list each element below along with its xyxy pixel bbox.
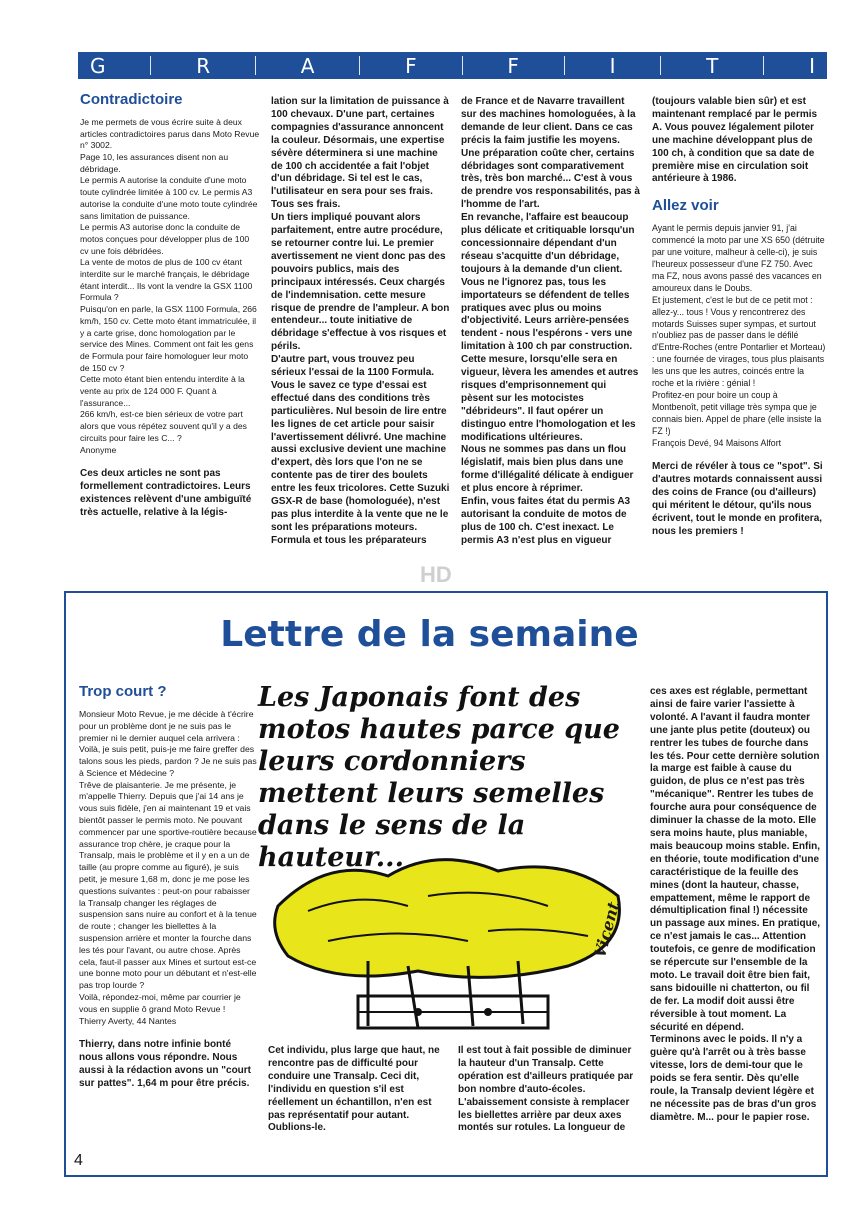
letter-contradictoire: Je me permets de vous écrire suite à deux articles contradictoires parus dans Moto Revue n° 3002. Page 10, les assurances disent non au débridage. Le permis A autorise la conduite d'une moto toute cylindrée limitée à 100 cv. Le permis A3 autorise la conduite d'une moto toute cylindrée sans limitation de puissance. Le permis A3 autorise donc la conduite de motos conçues pour développer plus de 100 cv une fois débridées. La vente de motos de plus de 100 cv étant interdite sur le marché français, le débridage étant interdit... Ils vont la vendre la GSX 1100 Formula ? Puisqu'on en parle, la GSX 1100 Formula, 266 km/h, 150 cv. Cette moto étant immatriculée, il y a carte grise, donc homologation par le service des Mines. Comment ont fait les gens de Formula pour faire homologuer leur moto de 150 cv ? Cette moto étant bien entendu interdite à la vente au prix de 124 000 F. Quant à l'assurance... 266 km/h, est-ce bien sérieux de votre part alors que vous répétez souvent qu'il y a des circuits pour faire les C... ? Anonyme	[80, 116, 260, 455]
banner-divider	[462, 56, 463, 75]
banner-letter: R	[196, 53, 211, 78]
banner-letter: F	[507, 53, 519, 78]
column-trop-court	[79, 683, 257, 1091]
letter-trop-court: Monsieur Moto Revue, je me décide à t'écrire pour un problème dont je ne suis pas le premier ni le dernier auquel cela arrivera : Voilà, je suis petit, puis-je me faire greffer des talons sous les pieds, pardon ? Je ne suis pas à Science et Médecine ? Trêve de plaisanterie. Je me présente, je m'appelle Thierry. Depuis que j'ai 14 ans je vous suis fidèle, j'en ai maintenant 19 et vais bientôt passer le permis moto. Ne pouvant commencer par une sportive-routière because assurance trop chère, je craque pour la Transalp, mais le problème et il y en a un de taille (au propre comme au figuré), je suis petit, je mesure 1,68 m, donc je me pose les questions suivantes : peut-on pour rabaisser la Transalp changer les réglages de suspension sans nuire au confort et à la tenue de route ; changer les biellettes à la suspension arrière et monter la fourche dans les tés pour l'avant, ou autre chose. Après cela, faut-il passer aux Mines et surtout est-ce une bonne moto pour un débutant et n'est-elle pas trop lourde ? Voilà, répondez-moi, même par courrier je vous en supplie ô grand Moto Revue ! Thierry Averty, 44 Nantes	[79, 708, 257, 1026]
banner-divider	[660, 56, 661, 75]
banner-letter: T	[706, 53, 719, 78]
banner-letter: G	[90, 53, 106, 78]
cartoon-illustration	[268, 836, 640, 1036]
banner-divider	[255, 56, 256, 75]
watermark: HD	[420, 562, 452, 587]
lettre-title: Lettre de la semaine	[220, 614, 639, 655]
cartoon-caption: Les Japonais font des motos hautes parce que leurs cordonniers mettent leurs semelles dans le sens de la hauteur...	[258, 682, 620, 873]
graffiti-banner	[78, 52, 827, 79]
letter-allez-voir: Ayant le permis depuis janvier 91, j'ai commencé la moto par une XS 650 (détruite par une voiture, malheur à celle-ci), je suis l'heureux possesseur d'une FZ 750. Avec ma FZ, nous avons passé des vacances en amoureux dans le Doubs. Et justement, c'est le but de ce petit mot : allez-y... tous ! Vous y rencontrerez des motards Suisses super sympas, et surtout n'oubliez pas de passer dans le défilé d'Entre-Roches (entre Pontarlier et Morteau) : une fournée de virages, tous plus plaisants les uns que les autres, coincés entre la roche et la rivière : génial ! Profitez-en pour boire un coup à Montbenoît, petit village très sympa que je connais bien. Appel de phare (elle insiste la FZ !) François Devé, 94 Maisons Alfort	[652, 223, 826, 448]
banner-divider	[359, 56, 360, 75]
banner-letter: F	[405, 53, 417, 78]
reply-allez-voir: Merci de révéler à tous ce "spot". Si d'autres motards connaissent aussi des coins de France (ou d'ailleurs) qui méritent le détour, qu'ils nous écrivent, tout le monde en profitera, nous les premiers !	[652, 461, 823, 537]
reply-trop-court-part1: Thierry, dans notre infinie bonté nous allons vous répondre. Nous aussi à la rédaction avons un "court sur pattes". 1,64 m pour être précis.	[79, 1039, 252, 1090]
banner-divider	[564, 56, 565, 75]
reply-trop-court-part4: ces axes est réglable, permettant ainsi de faire varier l'assiette à volonté. A l'avant il faudra monter une jante plus petite (douteux) ou rentrer les tubes de fourche dans les tés. Pour cette dernière solution la marge est faible à cause du guidon, de plus ce n'est pas très "mécanique". Rentrer les tubes de fourche aura pour conséquence de diminuer la chasse de la moto. Elle sera moins haute, plus maniable, mais beaucoup moins stable. Enfin, en théorie, toute modification d'une caractéristique de la feuille des mines (dont la hauteur, chasse, empattement, même le rapport de démultiplication final !) nécessite un passage aux mines. En pratique, ce n'est jamais le cas... Attention toutefois, ce genre de modification se répercute sur l'ensemble de la moto. Le travail doit être bien fait, sans bidouille ni chatterton, ou fil de fer. La modif doit aussi être réversible à tout moment. La sécurité en dépend. Terminons avec le poids. Il n'y a guère qu'à l'arrêt ou à très basse vitesse, lors de demi-tour que le poids se fera sentir. Dès qu'elle roule, la Transalp devient légère et ne nécessite pas de bras d'un gros diamètre. M... pour le papier rose.	[650, 686, 821, 1123]
cartoon-signature: Vicent	[590, 899, 624, 960]
section-title-contradictoire: Contradictoire	[80, 91, 183, 108]
banner-letter: I	[609, 53, 616, 78]
reply-trop-court-part3: Il est tout à fait possible de diminuer la hauteur d'un Transalp. Cette opération est d'ailleurs pratiquée par bon nombre d'auto-écoles. L'abaissement consiste à remplacer les biellettes arrière par deux axes montés sur rotules. La longueur de	[458, 1045, 634, 1134]
banner-letter: A	[300, 53, 315, 78]
reply-contradictoire-part2: lation sur la limitation de puissance à 100 chevaux. D'une part, certaines compagnies d'assurance annoncent la couleur. Désormais, une expertise sévère déterminera si une machine de 100 ch accidentée a fait l'objet d'un débridage. Si tel est le cas, l'utilisateur en sera pour ses frais. Tous ses frais. Un tiers impliqué pouvant alors parfaitement, entre autre procédure, se retourner contre lui. Le premier avertissement ne vient donc pas des pouvoirs publics, mais des principaux intéressés. Ceux chargés de l'indemnisation. cette mesure risque de prendre de l'ampleur. A bon entendeur... toute initiative de débridage s'effectue à vos risques et périls. D'autre part, vous trouvez peu sérieux l'essai de la 1100 Formula. Vous le savez ce type d'essai est effectué dans des conditions très particulières. Nul besoin de lire entre les lignes de cet article pour saisir l'avertissement délivré. Une machine aussi exclusive devient une machine d'expert, dès lors que l'on ne se contente pas de tirer des boulets entre les feux tricolores. Cette Suzuki GSX-R de base (homologuée), n'est pas plus interdite à la vente que ne le sont les préparations moteurs. Formula et tous les préparateurs	[271, 96, 450, 546]
reply-trop-court-part2: Cet individu, plus large que haut, ne rencontre pas de difficulté pour conduire une Transalp. Ceci dit, l'individu en question s'il est réellement un échantillon, n'en est pas représentatif pour autant. Oublions-le.	[268, 1045, 440, 1134]
section-title-trop-court: Trop court ?	[79, 683, 167, 700]
section-title-allez-voir: Allez voir	[652, 197, 719, 215]
banner-divider	[763, 56, 764, 75]
column-allez-voir	[652, 96, 826, 539]
column-contradictoire	[80, 91, 260, 520]
banner-letter: I	[809, 53, 815, 78]
banner-divider	[150, 56, 151, 75]
reply-contradictoire-part1: Ces deux articles ne sont pas formellement contradictoires. Leurs existences relèvent d'une ambiguïté très actuelle, relative à la légis-	[80, 468, 252, 519]
reply-contradictoire-part4: (toujours valable bien sûr) et est maintenant remplacé par le permis A. Vous pouvez légalement piloter une machine développant plus de 100 ch, à condition que sa date de première mise en circulation soit antérieure à 1986.	[652, 96, 818, 185]
page-number: 4	[74, 1152, 83, 1169]
reply-contradictoire-part3: de France et de Navarre travaillent sur des machines homologuées, à la demande de leur client. Dans ce cas précis la faim justifie les moyens. Une préparation coûte cher, certains débridages sont comparativement très, très bon marché... C'est à vous de prendre vos responsabilités, pas à l'homme de l'art. En revanche, l'affaire est beaucoup plus délicate et critiquable lorsqu'un concessionnaire dépendant d'un réseau s'acquitte d'un débridage, toujours à la demande d'un client. Vous ne l'ignorez pas, tous les importateurs se défendent de telles pratiques avec plus ou moins d'objectivité. Leurs arrière-pensées tendent - nous l'espérons - vers une limitation à 100 ch par construction. Cette mesure, lorsqu'elle sera en vigueur, lèvera les amendes et autres risques d'emprisonnement qui pèsent sur les motocistes "débrideurs". Il faut opérer un distinguo entre l'homologation et les modifications ultérieures. Nous ne sommes pas dans un flou législatif, mais bien plus dans une forme d'illégalité délicate à endiguer et plus encore à réprimer. Enfin, vous faites état du permis A3 autorisant la conduite de motos de plus de 100 ch. C'est inexact. Le permis A3 n'est plus en vigueur	[461, 96, 640, 546]
